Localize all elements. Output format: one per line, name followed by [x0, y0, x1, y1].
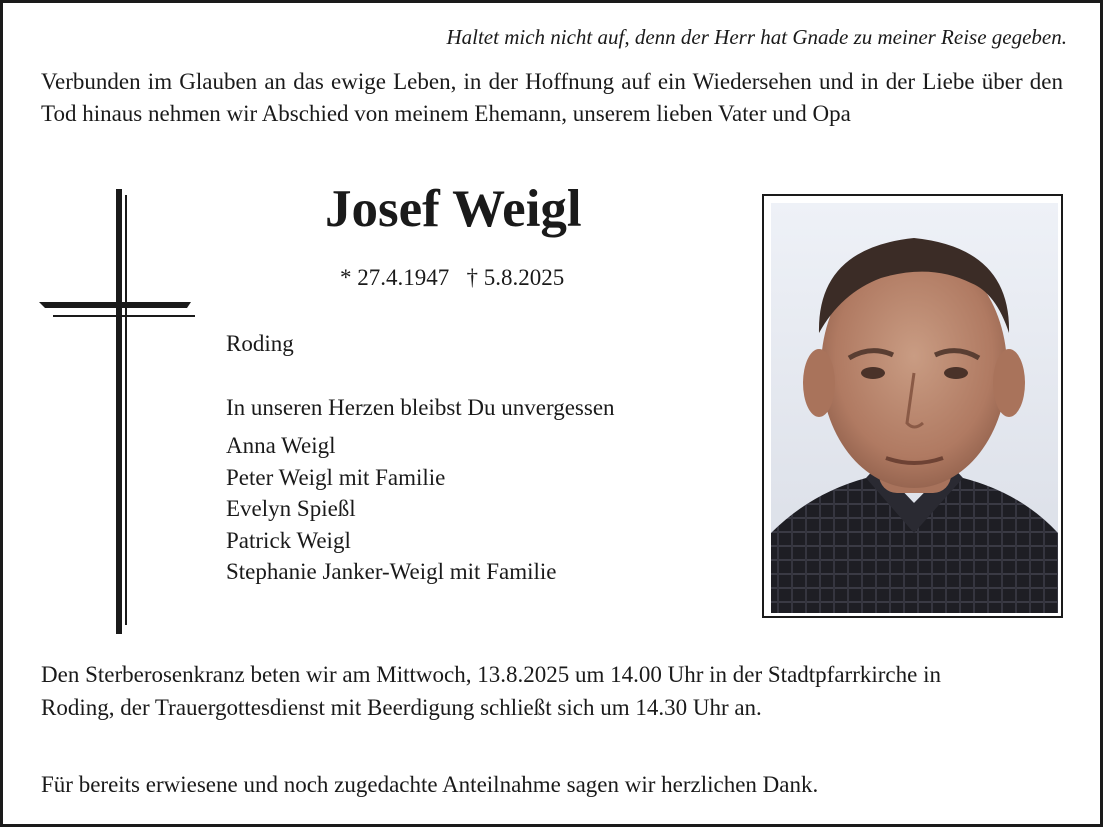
life-dates: * 27.4.1947 † 5.8.2025: [340, 265, 565, 290]
portrait-photo-frame: [762, 194, 1063, 618]
mourners-list: [226, 430, 556, 588]
mourner-name: Anna Weigl: [226, 433, 336, 458]
hometown: Roding: [226, 331, 294, 356]
service-details: Den Sterberosenkranz beten wir am Mittwoch, 13.8.2025 um 14.00 Uhr in der Stadtpfarrkirche in Roding, der Trauergottesdienst mit Beerdigung schließt sich um 14.30 Uhr an.: [41, 662, 941, 720]
mourner-name: Peter Weigl mit Familie: [226, 464, 446, 490]
deceased-name: Josef Weigl: [325, 180, 582, 238]
intro-text: Verbunden im Glauben an das ewige Leben, in der Hoffnung auf ein Wiedersehen und in der Liebe über den Tod hinaus nehmen wir Abschied von meinem Ehemann, unserem lieben Vater und Opa: [41, 69, 1063, 126]
bible-quote: Haltet mich nicht auf, denn der Herr hat Gnade zu meiner Reise gegeben.: [446, 25, 1067, 49]
mourner-name: Stephanie Janker-Weigl mit Familie: [226, 559, 557, 584]
mourner-name: Evelyn Spießl: [226, 496, 356, 521]
mourner-name: Patrick Weigl: [226, 527, 351, 553]
mourners-heading: In unseren Herzen bleibst Du unvergessen: [226, 395, 615, 420]
portrait-photo: [771, 203, 1058, 613]
thanks-note: Für bereits erwiesene und noch zugedachte Anteilnahme sagen wir herzlichen Dank.: [41, 772, 819, 797]
cross-icon: [39, 189, 199, 634]
